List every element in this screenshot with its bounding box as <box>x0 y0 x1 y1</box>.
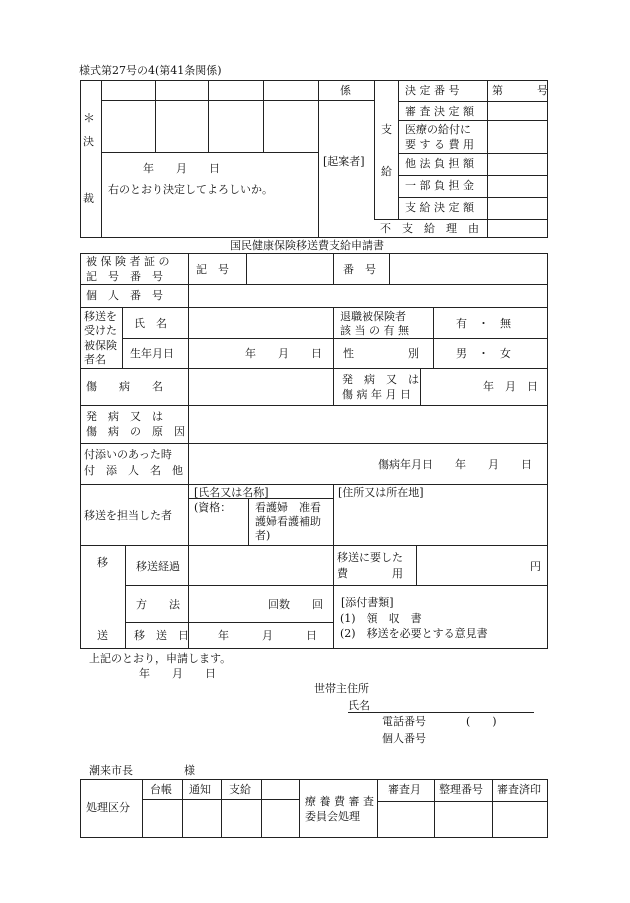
transporter-address-field[interactable] <box>334 500 547 544</box>
sex-choice[interactable]: 男 ・ 女 <box>456 347 511 360</box>
birthdate-label: 生年月日 <box>130 347 174 360</box>
onset-label-1: 発 病 又 は <box>342 373 419 386</box>
taishoku-label-1: 退職被保険者 <box>340 310 406 323</box>
kojin-bango-field[interactable] <box>189 285 547 306</box>
iryo-hiyo-label: 要 す る 費 用 <box>405 138 474 151</box>
cause-field[interactable] <box>189 406 547 442</box>
kigo-field[interactable] <box>246 254 332 283</box>
star-mark: ＊ <box>83 111 96 125</box>
payment-label-kyu: 給 <box>381 165 392 178</box>
householder-name-label: 氏名 <box>348 699 370 712</box>
transport-route-label: 移送経過 <box>136 560 180 573</box>
application-date[interactable]: 年 月 日 <box>139 667 216 680</box>
nurse-option-3: 者) <box>255 529 271 542</box>
mayor-label: 潮来市長 <box>89 764 133 777</box>
sama-label: 様 <box>184 764 195 777</box>
go-label: 号 <box>537 84 548 97</box>
transport-cost-label-1: 移送に要した <box>337 551 403 564</box>
injury-date-field[interactable]: 傷病年月日 年 月 日 <box>378 458 532 471</box>
bango-label: 番 号 <box>343 263 376 276</box>
form-number: 様式第27号の4(第41条関係) <box>79 64 222 77</box>
insured-cert-label-1: 被 保 険 者 証 の <box>86 255 170 268</box>
disease-name-field[interactable] <box>189 369 332 404</box>
kianshya-label: [起案者] <box>323 155 365 168</box>
attendant-label-2: 付 添 人 名 他 <box>84 464 183 477</box>
taishoku-label-2: 該 当 の 有 無 <box>340 324 409 337</box>
transport-cost-label-2: 費 用 <box>337 567 403 580</box>
transporter-label: 移送を担当した者 <box>84 509 172 522</box>
kigo-label: 記 号 <box>196 263 229 276</box>
bango-field[interactable] <box>390 254 547 283</box>
patient-name-label: 氏 名 <box>134 317 167 330</box>
kakari-label: 係 <box>340 84 351 97</box>
decision-table <box>80 80 548 238</box>
transport-date-label: 移 送 日 <box>134 629 189 642</box>
payment-label: 支給 <box>229 783 251 796</box>
fushikyu-riyu-label: 不 支 給 理 由 <box>380 222 479 235</box>
patient-label-3: 被保険 <box>84 339 117 352</box>
birthdate-field[interactable]: 年 月 日 <box>245 347 322 360</box>
decision-label-ketsu: 決 <box>83 135 94 148</box>
dai-label: 第 <box>492 84 503 97</box>
transport-date-field[interactable]: 年 月 日 <box>218 629 317 642</box>
patient-label-1: 移送を <box>84 310 117 323</box>
attachments-label: [添付書類] <box>341 596 394 609</box>
patient-label-2: 受けた <box>84 324 117 337</box>
count-field[interactable]: 回数 回 <box>268 598 323 611</box>
reference-number-label: 整理番号 <box>439 783 483 796</box>
nurse-option-1: 看護婦 准看 <box>255 501 321 514</box>
transport-label-i: 移 <box>97 556 108 569</box>
phone-paren: ( ) <box>466 715 497 728</box>
name-underline[interactable] <box>348 712 534 713</box>
decision-label-sai: 裁 <box>83 192 94 205</box>
cause-label-1: 発 病 又 は <box>86 410 163 423</box>
kettei-bango-label: 決 定 番 号 <box>405 84 460 97</box>
qualification-label: (資格： <box>194 501 232 514</box>
committee-label-1: 療 養 費 審 査 <box>305 795 374 808</box>
yen-label: 円 <box>530 560 541 573</box>
decision-date: 年 月 日 <box>143 162 220 175</box>
phone-label: 電話番号 <box>382 715 426 728</box>
attachment-receipt: (1) 領 収 書 <box>340 612 422 625</box>
shinsa-kettei-label: 審 査 決 定 額 <box>405 105 474 118</box>
shikyu-kettei-label: 支 給 決 定 額 <box>405 201 474 214</box>
onset-label-2: 傷 病 年 月 日 <box>342 388 411 401</box>
name-or-company-label: [氏名又は名称] <box>194 486 269 499</box>
approve-text: 右のとおり決定してよろしいか。 <box>108 183 273 196</box>
iryo-kyufu-label: 医療の給付に <box>405 123 471 136</box>
attendant-label-1: 付添いのあった時 <box>84 448 172 461</box>
transport-label-so: 送 <box>97 629 108 642</box>
ichibu-futan-label: 一 部 負 担 金 <box>405 179 474 192</box>
processing-category-label: 処理区分 <box>86 801 130 814</box>
patient-name-field[interactable] <box>189 308 332 337</box>
application-statement: 上記のとおり，申請します。 <box>89 652 232 665</box>
onset-date-field[interactable]: 年 月 日 <box>483 380 538 393</box>
form-title: 国民健康保険移送費支給申請書 <box>230 239 384 252</box>
sex-label-1: 性 <box>343 347 354 360</box>
nurse-option-2: 護婦看護補助 <box>255 515 321 528</box>
cause-label-2: 傷 病 の 原 因 <box>86 425 185 438</box>
notice-label: 通知 <box>189 783 211 796</box>
insured-cert-label-2: 記 号 番 号 <box>86 270 163 283</box>
householder-address-label: 世帯主住所 <box>314 682 369 695</box>
patient-label-4: 者名 <box>84 353 106 366</box>
review-month-label: 審査月 <box>388 783 421 796</box>
transport-route-field[interactable] <box>189 546 332 584</box>
ledger-label: 台帳 <box>150 783 172 796</box>
kojin-bango-label: 個 人 番 号 <box>86 289 163 302</box>
sex-label-2: 別 <box>408 347 419 360</box>
address-label: [住所又は所在地] <box>338 486 424 499</box>
taho-futan-label: 他 法 負 担 額 <box>405 157 474 170</box>
review-stamp-label: 審査済印 <box>497 783 541 796</box>
committee-label-2: 委員会処理 <box>305 810 360 823</box>
disease-name-label: 傷 病 名 <box>86 380 163 393</box>
taishoku-choice[interactable]: 有 ・ 無 <box>456 317 511 330</box>
attachment-opinion: (2) 移送を必要とする意見書 <box>340 627 488 640</box>
personal-number-label: 個人番号 <box>382 732 426 745</box>
method-label: 方 法 <box>136 598 180 611</box>
payment-label-shi: 支 <box>381 123 392 136</box>
